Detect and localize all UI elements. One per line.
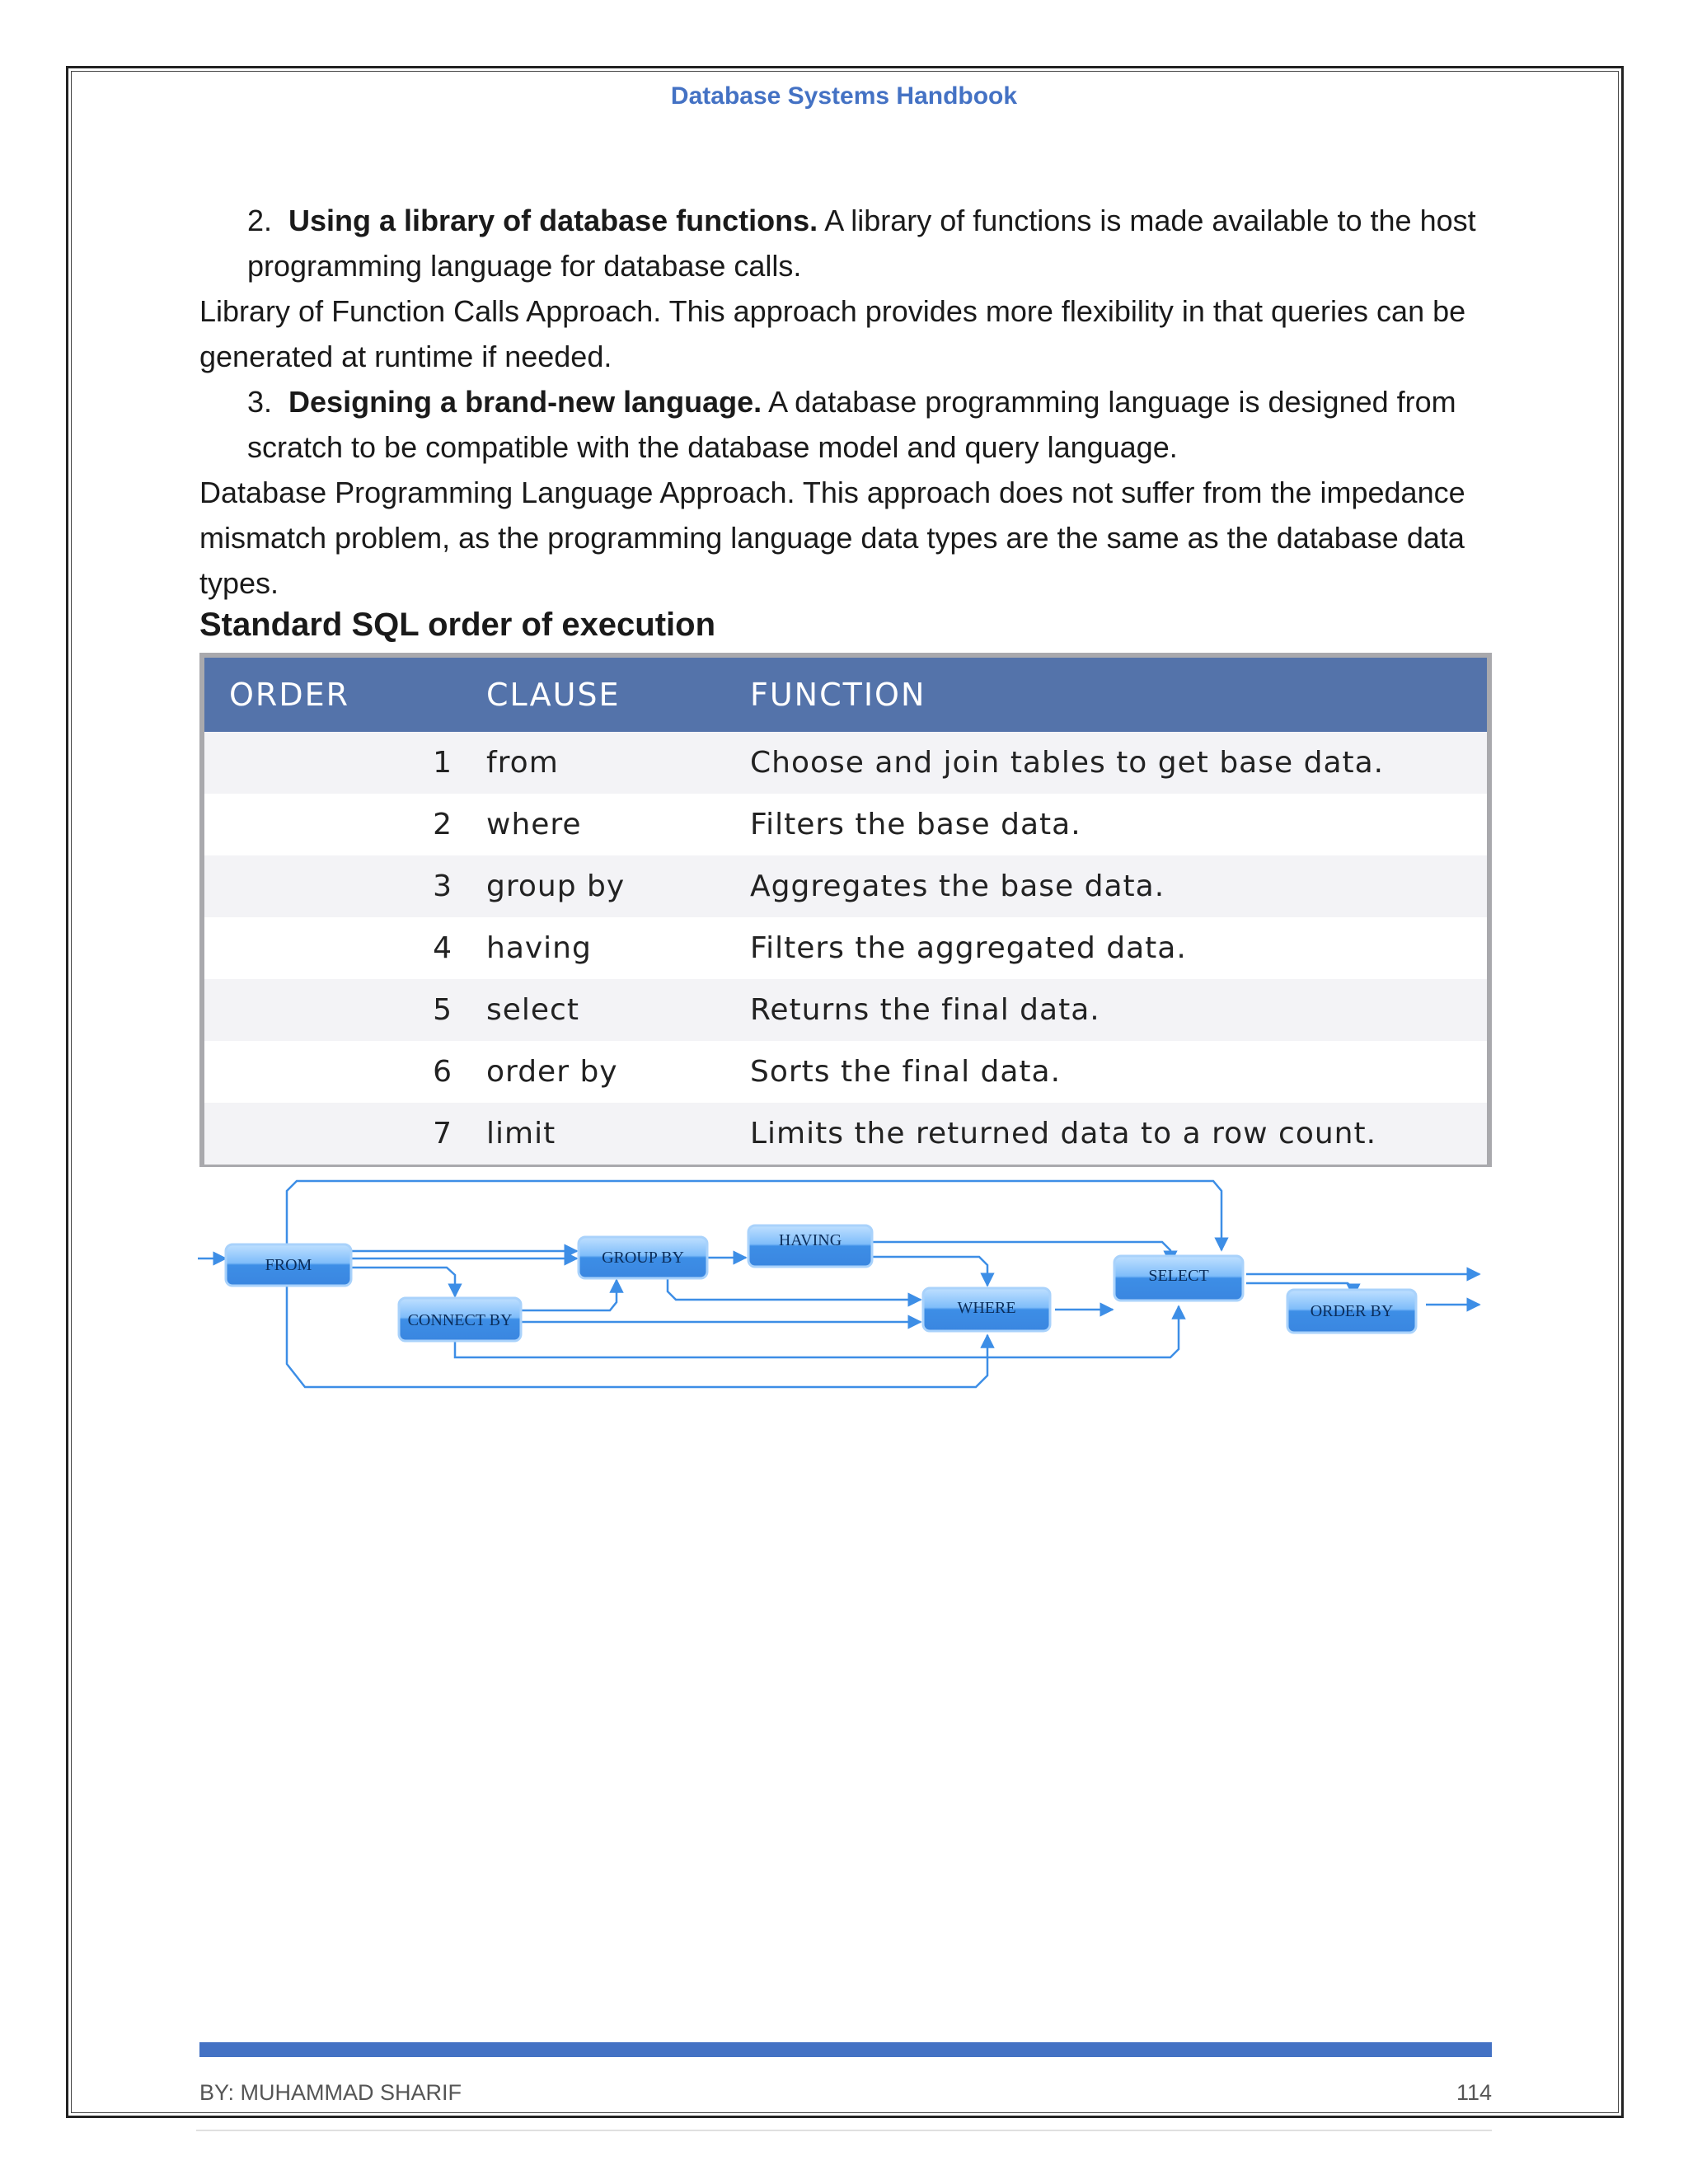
- node-select: [1114, 1256, 1243, 1301]
- node-select-label: SELECT: [1148, 1267, 1209, 1285]
- paragraph-language-approach: Database Programming Language Approach. This approach does not suffer from the impedance mismatch problem, as the programming language data types are the same as the database data types.: [199, 476, 1465, 600]
- footer-author: BY: MUHAMMAD SHARIF: [199, 2080, 462, 2105]
- node-from-label: FROM: [265, 1256, 312, 1274]
- list-item-heading: Designing a brand-new language.: [288, 385, 762, 419]
- node-order-by: [1287, 1290, 1416, 1333]
- node-having: [748, 1226, 872, 1267]
- flow-diagram-svg: [198, 1174, 1492, 1413]
- cell-order: 1: [433, 746, 452, 780]
- cell-function: Choose and join tables to get base data.: [750, 746, 1385, 780]
- cell-order: 5: [433, 993, 452, 1027]
- node-connect-by-label: CONNECT BY: [407, 1311, 513, 1329]
- cell-clause: where: [486, 808, 582, 841]
- node-from: [226, 1244, 351, 1286]
- cell-order: 4: [433, 931, 452, 965]
- header-function: FUNCTION: [750, 677, 926, 713]
- cell-function: Sorts the final data.: [750, 1055, 1062, 1089]
- list-item-text: A database programming language is designed from scratch to be compatible with the database model and query language.: [247, 385, 1456, 464]
- flow-connectors: [198, 1181, 1479, 1387]
- list-item-3: [199, 379, 1498, 470]
- node-where-label: WHERE: [957, 1299, 1016, 1317]
- section-title: Standard SQL order of execution: [199, 607, 716, 643]
- cell-clause: from: [486, 746, 559, 780]
- cell-function: Limits the returned data to a row count.: [750, 1117, 1377, 1151]
- list-item-heading: Using a library of database functions.: [288, 204, 818, 237]
- table-row: [204, 855, 1487, 917]
- table-row: [204, 1103, 1487, 1165]
- node-group-by-label: GROUP BY: [602, 1249, 684, 1267]
- table-header-row: [204, 658, 1487, 732]
- table-row: [204, 917, 1487, 979]
- table-row: [204, 979, 1487, 1041]
- cell-order: 3: [433, 869, 452, 903]
- cell-function: Aggregates the base data.: [750, 869, 1165, 903]
- cell-function: Returns the final data.: [750, 993, 1100, 1027]
- header-order: ORDER: [229, 677, 349, 713]
- sql-flow-diagram: [198, 1174, 1492, 1418]
- node-connect-by: [399, 1298, 521, 1341]
- list-item-2: [199, 198, 1498, 288]
- sql-order-table: [199, 653, 1492, 1167]
- cell-clause: limit: [486, 1117, 556, 1151]
- table-row: [204, 732, 1487, 794]
- body-text: [199, 198, 1498, 606]
- cell-function: Filters the aggregated data.: [750, 931, 1187, 965]
- list-item-text: A library of functions is made available to the host programming language for database calls.: [247, 204, 1476, 283]
- footer-bar: [199, 2042, 1492, 2057]
- node-group-by: [579, 1237, 707, 1278]
- footer-page-number: 114: [1456, 2080, 1492, 2105]
- header-clause: CLAUSE: [486, 677, 621, 713]
- cell-clause: having: [486, 931, 592, 965]
- cell-clause: group by: [486, 869, 626, 903]
- paragraph-library-approach: Library of Function Calls Approach. This approach provides more flexibility in that queries can be generated at runtime if needed.: [199, 294, 1466, 373]
- node-where: [923, 1288, 1050, 1331]
- cell-clause: order by: [486, 1055, 618, 1089]
- cell-order: 6: [433, 1055, 452, 1089]
- page-header-title: Database Systems Handbook: [670, 82, 1018, 110]
- table-row: [204, 794, 1487, 855]
- cell-order: 7: [433, 1117, 452, 1151]
- node-order-by-label: ORDER BY: [1310, 1302, 1394, 1320]
- table-row: [204, 1041, 1487, 1103]
- list-number: 3.: [247, 385, 273, 419]
- cell-function: Filters the base data.: [750, 808, 1081, 841]
- cell-clause: select: [486, 993, 579, 1027]
- footer-rule: [196, 2130, 1492, 2131]
- cell-order: 2: [433, 808, 452, 841]
- list-number: 2.: [247, 204, 273, 237]
- node-having-label: HAVING: [778, 1231, 842, 1249]
